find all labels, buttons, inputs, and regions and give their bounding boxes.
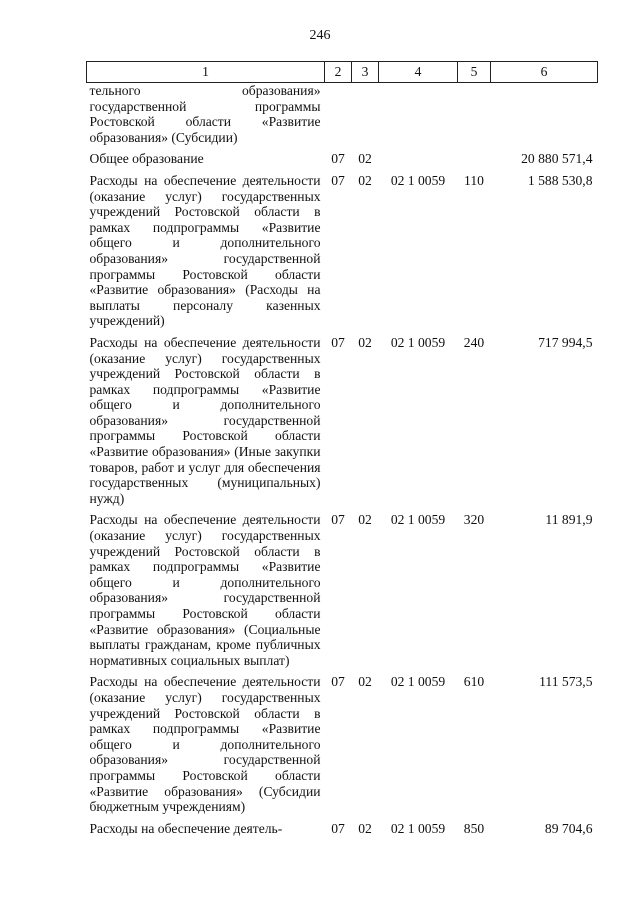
header-row bbox=[87, 62, 598, 83]
row-amount bbox=[491, 83, 598, 152]
row-target-article: 02 1 0059 bbox=[390, 334, 446, 350]
row-expense-type: 110 bbox=[464, 172, 484, 188]
row-section: 07 bbox=[331, 334, 345, 350]
table-row bbox=[87, 674, 598, 820]
table-row bbox=[87, 83, 598, 152]
table-row bbox=[87, 151, 598, 173]
row-section: 07 bbox=[331, 151, 345, 167]
row-name: Расходы на обеспечение деятельности (оказание услуг) государственных учреждений Ростовской области в рамках подпрограммы «Развитие общего и дополнительного образования» государственной программы Ростовской области «Развитие образования» (Иные закупки товаров, работ и услуг для обеспечения государственных (муниципальных) нужд) bbox=[89, 334, 321, 506]
row-amount: 111 573,5 bbox=[539, 674, 593, 690]
table-body bbox=[87, 83, 598, 837]
row-name: Расходы на обеспечение деятельности (оказание услуг) государственных учреждений Ростовской области в рамках подпрограммы «Развитие общего и дополнительного образования» государственной программы Ростовской области «Развитие образования» (Социальные выплаты гражданам, кроме публичных нормативных социальных выплат) bbox=[89, 512, 321, 668]
row-expense-type: 850 bbox=[463, 820, 485, 836]
row-amount: 717 994,5 bbox=[538, 334, 593, 350]
row-amount: 11 891,9 bbox=[545, 512, 593, 528]
table-row bbox=[87, 335, 598, 513]
row-section: 07 bbox=[331, 172, 345, 188]
table-row bbox=[87, 512, 598, 674]
row-subsection: 02 bbox=[358, 820, 372, 836]
page-number: 246 bbox=[309, 28, 331, 43]
row-expense-type: 320 bbox=[463, 512, 485, 528]
row-subsection bbox=[352, 83, 379, 152]
row-amount: 1 588 530,8 bbox=[527, 172, 593, 188]
row-target-article bbox=[379, 83, 458, 152]
row-target-article bbox=[379, 151, 458, 173]
budget-table bbox=[86, 61, 598, 836]
row-section: 07 bbox=[331, 820, 345, 836]
table-header bbox=[87, 62, 598, 83]
row-name: тельного образования» государственной программы Ростовской области «Развитие образования» (Субсидии) bbox=[89, 83, 321, 145]
row-subsection: 02 bbox=[358, 674, 372, 690]
row-amount: 89 704,6 bbox=[544, 820, 593, 836]
row-name: Расходы на обеспечение деятельности (оказание услуг) государственных учреждений Ростовской области в рамках подпрограммы «Развитие общего и дополнительного образования» государственной программы Ростовской области «Развитие образования» (Субсидии бюджетным учреждениям) bbox=[89, 674, 321, 815]
row-section bbox=[325, 83, 352, 152]
row-section: 07 bbox=[331, 674, 345, 690]
row-subsection: 02 bbox=[358, 172, 372, 188]
row-expense-type: 610 bbox=[463, 674, 485, 690]
column-header-name: 1 bbox=[87, 62, 325, 83]
row-name: Расходы на обеспечение деятельности (оказание услуг) государственных учреждений Ростовской области в рамках подпрограммы «Развитие общего и дополнительного образования» государственной программы Ростовской области «Развитие образования» (Расходы на выплаты персоналу казенных учреждений) bbox=[89, 172, 321, 329]
row-subsection: 02 bbox=[358, 512, 372, 528]
table-row bbox=[87, 821, 598, 837]
row-target-article: 02 1 0059 bbox=[390, 172, 446, 188]
column-header-expense-type: 5 bbox=[458, 62, 491, 83]
row-name: Расходы на обеспечение деятель- bbox=[89, 820, 283, 836]
row-expense-type: 240 bbox=[463, 334, 485, 350]
column-header-subsection: 3 bbox=[352, 62, 379, 83]
column-header-amount: 6 bbox=[491, 62, 598, 83]
row-subsection: 02 bbox=[358, 151, 372, 167]
column-header-target-article: 4 bbox=[379, 62, 458, 83]
row-target-article: 02 1 0059 bbox=[390, 512, 446, 528]
row-target-article: 02 1 0059 bbox=[390, 674, 446, 690]
row-section: 07 bbox=[331, 512, 345, 528]
row-subsection: 02 bbox=[358, 334, 372, 350]
table-row bbox=[87, 173, 598, 335]
row-expense-type bbox=[458, 83, 491, 152]
row-target-article: 02 1 0059 bbox=[390, 820, 446, 836]
row-amount: 20 880 571,4 bbox=[521, 151, 593, 167]
column-header-section: 2 bbox=[325, 62, 352, 83]
row-expense-type bbox=[458, 151, 491, 173]
row-name: Общее образование bbox=[89, 151, 204, 167]
